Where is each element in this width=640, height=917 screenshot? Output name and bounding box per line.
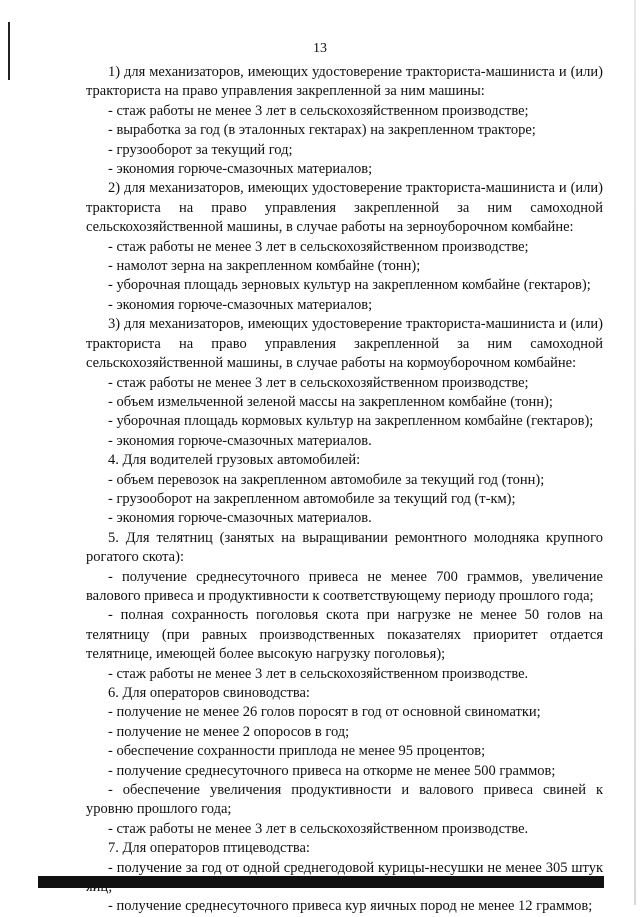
list-item: - грузооборот за текущий год; [108,141,293,158]
list-item: - экономия горюче-смазочных материалов. [108,432,372,449]
section-heading-7: 7. Для операторов птицеводства: [108,840,310,857]
list-item: - объем измельченной зеленой массы на закрепленном комбайне (тонн); [108,393,553,410]
page-number: 13 [313,41,327,56]
list-item: - объем перевозок на закрепленном автомобиле за текущий год (тонн); [108,471,545,488]
scan-edge-shadow [634,0,636,905]
list-item: - экономия горюче-смазочных материалов; [108,161,373,178]
section-heading-6: 6. Для операторов свиноводства: [108,685,310,701]
list-item: - стаж работы не менее 3 лет в сельскохозяйственном производстве; [108,102,529,119]
list-item: - экономия горюче-смазочных материалов. [108,510,372,527]
list-item: - намолот зерна на закрепленном комбайне (тонн); [108,258,421,275]
list-item: - уборочная площадь кормовых культур на закрепленном комбайне (гектаров); [108,413,594,430]
list-item: - стаж работы не менее 3 лет в сельскохозяйственном производстве. [108,665,529,682]
list-item: - стаж работы не менее 3 лет в сельскохозяйственном производстве. [108,820,529,837]
list-item: - получение не менее 26 голов поросят в год от основной свиноматки; [108,704,541,721]
list-item: - грузооборот на закрепленном автомобиле за текущий год (т-км); [108,490,516,507]
list-item: - получение не менее 2 опоросов в год; [108,723,350,740]
list-item: - получение за год от одной среднегодовой курицы-несушки не менее 305 штук [108,859,603,876]
list-item: - уборочная площадь зерновых культур на закрепленном комбайне (гектаров); [108,277,591,294]
list-item: - полная сохранность поголовья скота при нагрузке не менее 50 голов на телятницу (при равных производственных показателях приоритет отдается телятнице, имеющей более высокую нагрузку поголовья); [86,607,603,663]
list-item: - стаж работы не менее 3 лет в сельскохозяйственном производстве; [108,374,529,391]
paragraph-3: 3) для механизаторов, имеющих удостоверение тракториста-машиниста и (или) тракториста на право управления закрепленной за ним самоходной сельскохозяйственной машины, в случае работы на кормоуборочном комбайне: [86,316,603,372]
list-item: - получение среднесуточного привеса не менее 700 граммов, увеличение валового привеса и продуктивности к соответствующему периоду прошлого года; [86,568,603,604]
paragraph-1: 1) для механизаторов, имеющих удостоверение тракториста-машиниста и (или) тракториста на право управления закрепленной за ним машины: [86,64,603,100]
list-item: - получение среднесуточного привеса на откорме не менее 500 граммов; [108,762,556,779]
section-heading-4: 4. Для водителей грузовых автомобилей: [108,452,361,469]
list-item: - обеспечение увеличения продуктивности и валового привеса свиней к уровню прошлого года; [86,782,603,818]
document-body [86,63,603,917]
section-heading-5: 5. Для телятниц (занятых на выращивании ремонтного молодняка крупного рогатого скота): [86,529,603,566]
list-item: - стаж работы не менее 3 лет в сельскохозяйственном производстве; [108,238,529,255]
list-item: - выработка за год (в эталонных гектарах) на закрепленном тракторе; [108,122,536,139]
paragraph-2: 2) для механизаторов, имеющих удостоверение тракториста-машиниста и (или) тракториста на право управления закрепленной за ним самоходной сельскохозяйственной машины, в случае работы на зерноуборочном комбайне: [86,180,603,236]
list-item: - экономия горюче-смазочных материалов; [108,296,373,313]
list-item: - получение среднесуточного привеса кур яичных пород не менее 12 граммов; [108,898,593,915]
scan-bottom-bar [38,876,604,888]
list-item: - обеспечение сохранности приплода не менее 95 процентов; [108,743,486,760]
